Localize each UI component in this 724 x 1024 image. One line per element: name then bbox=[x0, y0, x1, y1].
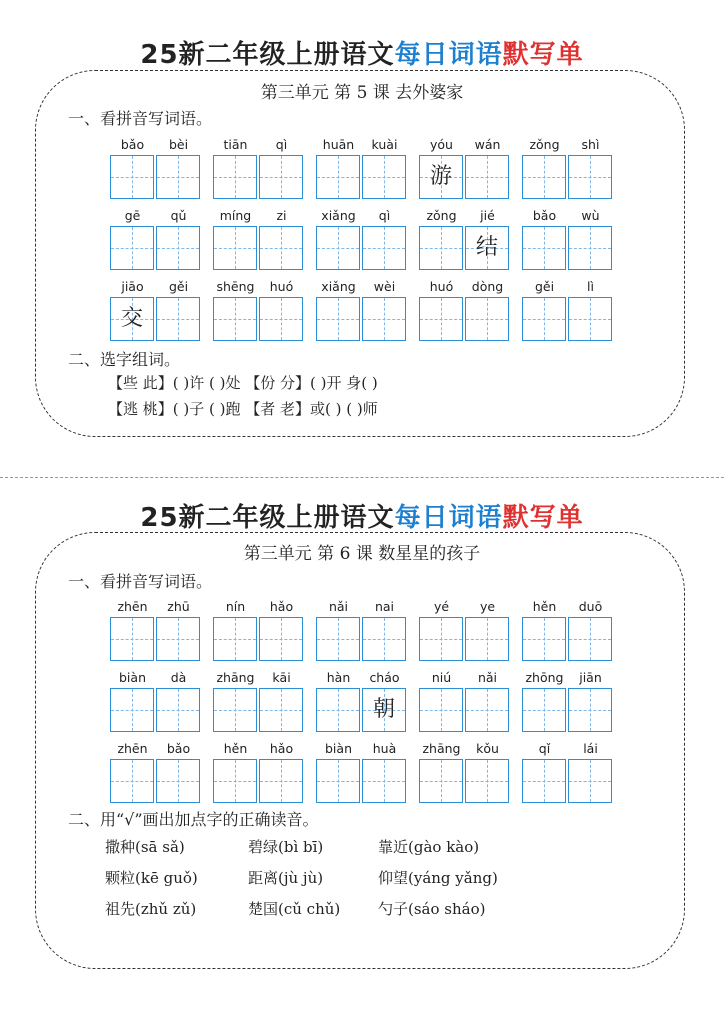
writing-cell[interactable] bbox=[316, 155, 360, 199]
writing-cell[interactable] bbox=[110, 617, 154, 661]
pinyin-label: wèi bbox=[373, 279, 396, 294]
pinyin-label: hěn bbox=[223, 741, 248, 756]
pinyin-label: nín bbox=[225, 599, 246, 614]
pinyin-label: huó bbox=[269, 279, 294, 294]
writing-cell[interactable] bbox=[213, 155, 257, 199]
reading-choice[interactable]: 祖先(zhǔ zǔ) bbox=[105, 900, 197, 918]
lesson-heading: 第三单元 第 5 课 去外婆家 bbox=[260, 83, 464, 103]
prefilled-character bbox=[111, 689, 153, 731]
prefilled-character bbox=[523, 618, 565, 660]
word-box-pair bbox=[522, 279, 612, 341]
prefilled-character bbox=[111, 156, 153, 198]
writing-cell[interactable] bbox=[316, 759, 360, 803]
writing-cell[interactable] bbox=[362, 617, 406, 661]
worksheet-title: 25新二年级上册语文每日词语默写单 bbox=[140, 503, 584, 533]
prefilled-character bbox=[214, 618, 256, 660]
pinyin-label: bǎo bbox=[166, 741, 191, 756]
section-heading-pinyin: 一、看拼音写词语。 bbox=[68, 109, 213, 128]
writing-cell[interactable] bbox=[156, 155, 200, 199]
pinyin-label: hěn bbox=[532, 599, 557, 614]
writing-cell[interactable] bbox=[259, 155, 303, 199]
writing-cell[interactable] bbox=[316, 297, 360, 341]
writing-cell[interactable] bbox=[522, 617, 566, 661]
prefilled-character bbox=[111, 618, 153, 660]
pinyin-label: hǎo bbox=[269, 741, 294, 756]
prefilled-character bbox=[466, 689, 508, 731]
writing-cell[interactable] bbox=[465, 759, 509, 803]
pinyin-label: gē bbox=[124, 208, 141, 223]
writing-cell[interactable] bbox=[156, 688, 200, 732]
writing-cell[interactable] bbox=[213, 297, 257, 341]
word-box-pair bbox=[522, 137, 612, 199]
pinyin-label: zhōng bbox=[525, 670, 564, 685]
writing-cell[interactable] bbox=[110, 688, 154, 732]
prefilled-character bbox=[466, 298, 508, 340]
writing-cell[interactable] bbox=[465, 297, 509, 341]
writing-cell[interactable] bbox=[522, 297, 566, 341]
prefilled-character bbox=[569, 298, 611, 340]
pinyin-label: qǔ bbox=[170, 208, 187, 223]
pinyin-label: duō bbox=[578, 599, 603, 614]
prefilled-character bbox=[260, 760, 302, 802]
writing-cell[interactable] bbox=[316, 617, 360, 661]
writing-cell[interactable] bbox=[213, 617, 257, 661]
writing-cell[interactable] bbox=[465, 155, 509, 199]
reading-choice[interactable]: 靠近(gào kào) bbox=[378, 838, 480, 856]
prefilled-character bbox=[214, 156, 256, 198]
writing-cell[interactable] bbox=[465, 688, 509, 732]
reading-choice[interactable]: 勺子(sáo sháo) bbox=[378, 900, 486, 918]
pinyin-label: zhēn bbox=[117, 599, 148, 614]
writing-cell[interactable] bbox=[465, 226, 509, 270]
section-heading-pinyin: 一、看拼音写词语。 bbox=[68, 572, 213, 591]
prefilled-character bbox=[317, 227, 359, 269]
prefilled-character bbox=[466, 156, 508, 198]
lesson-heading: 第三单元 第 6 课 数星星的孩子 bbox=[243, 544, 481, 564]
prefilled-character bbox=[260, 689, 302, 731]
prefilled-character bbox=[420, 760, 462, 802]
pinyin-label: biàn bbox=[325, 741, 352, 756]
prefilled-character bbox=[569, 760, 611, 802]
word-box-pair bbox=[419, 741, 509, 803]
writing-cell[interactable] bbox=[522, 226, 566, 270]
prefilled-character bbox=[420, 689, 462, 731]
prefilled-character bbox=[420, 618, 462, 660]
writing-cell[interactable] bbox=[568, 759, 612, 803]
prefilled-character bbox=[466, 618, 508, 660]
pinyin-label: cháo bbox=[369, 670, 400, 685]
word-box-pair bbox=[419, 599, 509, 661]
writing-cell[interactable] bbox=[419, 688, 463, 732]
pinyin-label: kāi bbox=[272, 670, 291, 685]
pinyin-label: gěi bbox=[534, 279, 555, 294]
worksheet-title: 25新二年级上册语文每日词语默写单 bbox=[140, 40, 584, 70]
writing-cell[interactable] bbox=[213, 759, 257, 803]
writing-cell[interactable] bbox=[465, 617, 509, 661]
pinyin-label: huān bbox=[322, 137, 355, 152]
pinyin-label: jiān bbox=[579, 670, 602, 685]
prefilled-character bbox=[569, 689, 611, 731]
word-box-pair bbox=[213, 137, 303, 199]
word-box-pair bbox=[110, 741, 200, 803]
section-heading-reading: 二、用“√”画出加点字的正确读音。 bbox=[68, 810, 319, 829]
section-heading-choose: 二、选字组词。 bbox=[68, 350, 181, 369]
word-box-pair bbox=[316, 279, 406, 341]
word-box-pair bbox=[316, 670, 406, 732]
writing-cell[interactable] bbox=[156, 226, 200, 270]
pinyin-label: qì bbox=[378, 208, 391, 223]
prefilled-character bbox=[157, 156, 199, 198]
writing-cell[interactable] bbox=[522, 155, 566, 199]
pinyin-label: hǎo bbox=[269, 599, 294, 614]
word-box-pair bbox=[110, 670, 200, 732]
prefilled-character bbox=[420, 298, 462, 340]
pinyin-label: jiāo bbox=[121, 279, 144, 294]
word-box-pair bbox=[522, 741, 612, 803]
word-box-pair bbox=[110, 208, 200, 270]
reading-choice[interactable]: 仰望(yáng yǎng) bbox=[378, 869, 498, 887]
prefilled-character bbox=[317, 689, 359, 731]
writing-cell[interactable] bbox=[362, 759, 406, 803]
writing-cell[interactable] bbox=[156, 759, 200, 803]
writing-cell[interactable] bbox=[316, 226, 360, 270]
prefilled-character bbox=[157, 618, 199, 660]
pinyin-label: xiǎng bbox=[321, 279, 356, 294]
reading-choice[interactable]: 距离(jù jù) bbox=[248, 869, 324, 887]
reading-choice[interactable]: 颗粒(kē guǒ) bbox=[105, 869, 198, 887]
prefilled-character bbox=[260, 156, 302, 198]
word-box-pair bbox=[213, 279, 303, 341]
prefilled-character bbox=[111, 760, 153, 802]
writing-cell[interactable] bbox=[213, 226, 257, 270]
prefilled-character bbox=[523, 227, 565, 269]
word-box-pair bbox=[110, 137, 200, 199]
prefilled-character bbox=[214, 298, 256, 340]
word-box-pair bbox=[213, 670, 303, 732]
prefilled-character bbox=[157, 760, 199, 802]
prefilled-character bbox=[214, 689, 256, 731]
writing-cell[interactable] bbox=[362, 155, 406, 199]
pinyin-label: wù bbox=[581, 208, 600, 223]
prefilled-character bbox=[363, 156, 405, 198]
writing-cell[interactable] bbox=[259, 617, 303, 661]
prefilled-character bbox=[157, 298, 199, 340]
prefilled-character bbox=[569, 227, 611, 269]
pinyin-label: bǎo bbox=[532, 208, 557, 223]
word-box-pair bbox=[316, 599, 406, 661]
prefilled-character bbox=[363, 298, 405, 340]
pinyin-label: lì bbox=[587, 279, 594, 294]
pinyin-label: yóu bbox=[430, 137, 453, 152]
prefilled-character bbox=[260, 618, 302, 660]
writing-cell[interactable] bbox=[568, 297, 612, 341]
word-box-pair bbox=[213, 208, 303, 270]
prefilled-character bbox=[317, 298, 359, 340]
writing-cell[interactable] bbox=[419, 759, 463, 803]
writing-cell[interactable] bbox=[259, 297, 303, 341]
writing-cell[interactable] bbox=[156, 297, 200, 341]
word-box-pair bbox=[213, 599, 303, 661]
pinyin-label: nai bbox=[374, 599, 395, 614]
word-box-pair bbox=[316, 741, 406, 803]
prefilled-character bbox=[157, 227, 199, 269]
writing-cell[interactable] bbox=[419, 297, 463, 341]
prefilled-character bbox=[466, 760, 508, 802]
writing-cell[interactable] bbox=[419, 617, 463, 661]
prefilled-character bbox=[523, 156, 565, 198]
prefilled-character bbox=[363, 618, 405, 660]
pinyin-label: nǎi bbox=[477, 670, 498, 685]
word-box-pair bbox=[316, 208, 406, 270]
choose-line-1: 【些 此】( )许 ( )处 【份 分】( )开 身( ) bbox=[108, 374, 378, 392]
writing-cell[interactable] bbox=[259, 688, 303, 732]
prefilled-character: 游 bbox=[429, 164, 452, 189]
prefilled-character bbox=[523, 298, 565, 340]
writing-cell[interactable] bbox=[419, 226, 463, 270]
prefilled-character bbox=[523, 760, 565, 802]
writing-cell[interactable] bbox=[568, 155, 612, 199]
pinyin-label: kǒu bbox=[476, 741, 499, 756]
writing-cell[interactable] bbox=[568, 617, 612, 661]
pinyin-label: qǐ bbox=[538, 741, 551, 756]
writing-cell[interactable] bbox=[362, 688, 406, 732]
reading-choice[interactable]: 碧绿(bì bī) bbox=[248, 838, 324, 856]
pinyin-label: zhēn bbox=[117, 741, 148, 756]
writing-cell[interactable] bbox=[568, 226, 612, 270]
reading-choice[interactable]: 撒种(sā sǎ) bbox=[105, 838, 185, 856]
prefilled-character bbox=[569, 156, 611, 198]
writing-cell[interactable] bbox=[259, 226, 303, 270]
word-box-pair bbox=[316, 137, 406, 199]
word-box-pair bbox=[213, 741, 303, 803]
pinyin-label: nǎi bbox=[328, 599, 349, 614]
pinyin-label: dà bbox=[170, 670, 187, 685]
pinyin-label: zǒng bbox=[426, 208, 457, 223]
pinyin-label: jié bbox=[480, 208, 495, 223]
pinyin-label: huà bbox=[372, 741, 397, 756]
prefilled-character: 结 bbox=[475, 235, 498, 260]
pinyin-label: zhū bbox=[167, 599, 190, 614]
writing-cell[interactable] bbox=[316, 688, 360, 732]
pinyin-label: lái bbox=[583, 741, 598, 756]
writing-cell[interactable] bbox=[110, 759, 154, 803]
pinyin-label: wán bbox=[474, 137, 501, 152]
pinyin-label: gěi bbox=[168, 279, 189, 294]
pinyin-label: niú bbox=[431, 670, 452, 685]
word-box-pair bbox=[110, 279, 200, 341]
word-box-pair bbox=[419, 279, 509, 341]
prefilled-character bbox=[260, 227, 302, 269]
prefilled-character bbox=[420, 227, 462, 269]
pinyin-label: zhāng bbox=[216, 670, 255, 685]
prefilled-character bbox=[214, 227, 256, 269]
writing-cell[interactable] bbox=[568, 688, 612, 732]
word-box-pair bbox=[419, 670, 509, 732]
prefilled-character bbox=[363, 227, 405, 269]
writing-cell[interactable] bbox=[110, 226, 154, 270]
word-box-pair bbox=[419, 208, 509, 270]
pinyin-label: shēng bbox=[216, 279, 255, 294]
prefilled-character bbox=[569, 618, 611, 660]
word-box-pair bbox=[419, 137, 509, 199]
pinyin-label: shì bbox=[581, 137, 600, 152]
pinyin-label: yé bbox=[433, 599, 450, 614]
word-box-pair bbox=[522, 599, 612, 661]
writing-cell[interactable] bbox=[110, 297, 154, 341]
writing-cell[interactable] bbox=[362, 226, 406, 270]
word-box-pair bbox=[522, 208, 612, 270]
cut-line-divider bbox=[0, 477, 724, 478]
reading-choice[interactable]: 楚国(cǔ chǔ) bbox=[248, 900, 341, 918]
pinyin-label: dòng bbox=[471, 279, 504, 294]
writing-cell[interactable] bbox=[419, 155, 463, 199]
word-box-pair bbox=[522, 670, 612, 732]
pinyin-label: huó bbox=[429, 279, 454, 294]
pinyin-label: zǒng bbox=[529, 137, 560, 152]
writing-cell[interactable] bbox=[259, 759, 303, 803]
prefilled-character: 朝 bbox=[372, 697, 395, 722]
pinyin-label: ye bbox=[479, 599, 496, 614]
pinyin-label: bèi bbox=[168, 137, 189, 152]
pinyin-label: zhāng bbox=[422, 741, 461, 756]
prefilled-character bbox=[523, 689, 565, 731]
pinyin-label: zi bbox=[276, 208, 287, 223]
pinyin-label: biàn bbox=[119, 670, 146, 685]
pinyin-label: kuài bbox=[371, 137, 398, 152]
pinyin-label: bǎo bbox=[120, 137, 145, 152]
prefilled-character bbox=[214, 760, 256, 802]
writing-cell[interactable] bbox=[110, 155, 154, 199]
writing-cell[interactable] bbox=[522, 759, 566, 803]
pinyin-label: hàn bbox=[326, 670, 351, 685]
choose-line-2: 【逃 桃】( )子 ( )跑 【者 老】或( ) ( )师 bbox=[108, 400, 378, 418]
pinyin-label: qì bbox=[275, 137, 288, 152]
prefilled-character bbox=[317, 618, 359, 660]
writing-cell[interactable] bbox=[213, 688, 257, 732]
pinyin-label: míng bbox=[219, 208, 252, 223]
word-box-pair bbox=[110, 599, 200, 661]
prefilled-character bbox=[317, 156, 359, 198]
writing-cell[interactable] bbox=[156, 617, 200, 661]
writing-cell[interactable] bbox=[362, 297, 406, 341]
prefilled-character bbox=[260, 298, 302, 340]
prefilled-character bbox=[111, 227, 153, 269]
prefilled-character bbox=[363, 760, 405, 802]
prefilled-character: 交 bbox=[120, 306, 143, 331]
prefilled-character bbox=[317, 760, 359, 802]
prefilled-character bbox=[157, 689, 199, 731]
pinyin-label: xiǎng bbox=[321, 208, 356, 223]
pinyin-label: tiān bbox=[223, 137, 248, 152]
writing-cell[interactable] bbox=[522, 688, 566, 732]
